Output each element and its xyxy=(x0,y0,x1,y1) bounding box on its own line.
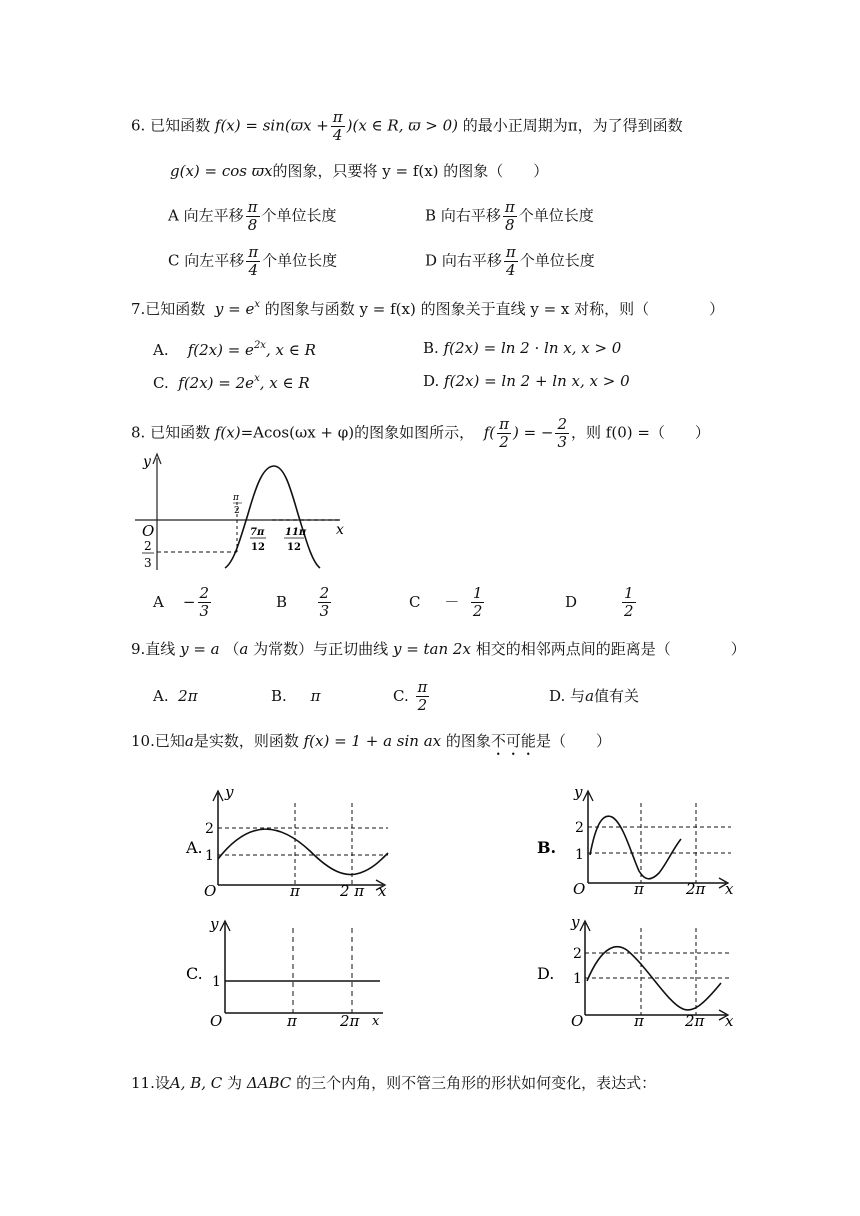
q11-stem-prefix: 11.设 xyxy=(131,1074,170,1092)
q6-option-c-label: C xyxy=(168,251,180,270)
q8-curve xyxy=(225,466,320,568)
q8-func: f(x) xyxy=(214,423,241,442)
q8-option-b[interactable] xyxy=(276,586,333,619)
q8-option-d-label: D xyxy=(565,593,578,611)
q7-exp-func: y = e xyxy=(214,300,255,318)
q8-tick2-den: 12 xyxy=(287,542,301,553)
q8-option-c-frac: $\frac{1}{2}$ xyxy=(472,584,483,620)
q10-graph-a xyxy=(180,783,395,898)
q8-tick-top-den: 2 xyxy=(234,506,240,516)
q6-option-b-label: B xyxy=(425,206,437,225)
q10-graph-b-2pi: 2π xyxy=(686,880,706,898)
q9-stem-prefix: 9.直线 xyxy=(131,640,176,658)
q9-option-c[interactable] xyxy=(393,680,431,713)
q7-option-c-sup: x xyxy=(254,373,260,384)
q8-graph xyxy=(130,450,360,575)
q10-graph-b-origin: O xyxy=(573,880,586,898)
q9-stem xyxy=(131,642,746,657)
q6-option-b-pre: 向右平移 xyxy=(440,206,501,225)
q10-graph-a-origin: O xyxy=(204,882,217,898)
q10-graph-a-2pi: 2 π xyxy=(340,882,365,898)
q6-option-d-label: D xyxy=(425,251,438,270)
q9-option-d-a: a xyxy=(585,687,595,705)
q6-frac-pi-over-4: $\frac{\pi}{4}$ xyxy=(332,108,343,144)
q10-emphasis: 不可能 xyxy=(490,732,536,750)
q6-option-a-post: 个单位长度 xyxy=(261,206,337,225)
q9-option-d-post: 值有关 xyxy=(594,687,640,705)
q7-option-d[interactable] xyxy=(423,374,630,389)
q10-stem xyxy=(131,732,611,759)
q8-option-b-frac: $\frac{2}{3}$ xyxy=(319,584,330,620)
q6-stem-line2 xyxy=(170,164,548,179)
q10-stem-post: 是（ ） xyxy=(535,732,611,750)
q8-val-frac: $\frac{2}{3}$ xyxy=(557,415,568,451)
q6-option-c[interactable] xyxy=(168,245,337,278)
q8-option-c[interactable] xyxy=(409,586,486,619)
q8-origin: O xyxy=(142,522,155,540)
q10-graph-c-tick1: 1 xyxy=(212,974,221,990)
q11-stem-post: 的三个内角，则不管三角形的形状如何变化，表达式： xyxy=(296,1074,657,1092)
q6-option-a-label: A xyxy=(168,206,179,225)
q7-option-a[interactable] xyxy=(153,341,316,358)
q9-option-c-label: C. xyxy=(393,687,409,705)
q7-option-c-post: , x ∈ R xyxy=(259,374,310,392)
q9-paren: （ xyxy=(224,640,240,658)
q9-stem-mid: 为常数）与正切曲线 xyxy=(253,640,389,658)
q8-option-a[interactable] xyxy=(153,586,213,619)
q10-graph-b-tick1: 1 xyxy=(575,847,584,863)
q11-stem xyxy=(131,1076,656,1091)
q10-graph-b-tick2: 2 xyxy=(575,820,584,836)
q11-stem-mid: 为 xyxy=(227,1074,243,1092)
q7-option-c-label: C. xyxy=(153,374,169,392)
q8-f-open: f( xyxy=(483,423,496,442)
q10-func: f(x) = 1 + a sin ax xyxy=(303,732,442,750)
q10-graph-c-label: C. xyxy=(186,964,203,983)
q6-option-b[interactable] xyxy=(425,200,594,233)
q7-option-a-label: A. xyxy=(153,341,169,359)
q10-graph-d-label: D. xyxy=(537,964,555,983)
q10-graph-a-tick2: 2 xyxy=(205,821,214,837)
q10-graph-d-pi: π xyxy=(634,1012,644,1030)
q8-option-d-frac: $\frac{1}{2}$ xyxy=(623,584,634,620)
q10-graph-c-2pi: 2π xyxy=(340,1012,360,1030)
q11-abc: A, B, C xyxy=(169,1074,223,1092)
q8-tick1-den: 12 xyxy=(251,542,265,553)
q8-y-tick-den: 3 xyxy=(144,556,152,570)
q8-option-a-sign: − xyxy=(182,593,196,611)
q11-triangle: ΔABC xyxy=(246,1074,292,1092)
q6-option-c-post: 个单位长度 xyxy=(262,251,338,270)
q10-graph-a-tick1: 1 xyxy=(205,848,214,864)
q7-stem-prefix: 7.已知函数 xyxy=(131,300,206,318)
q7-option-b[interactable] xyxy=(423,341,621,356)
q10-graph-d-2pi: 2π xyxy=(685,1012,705,1030)
q8-tick2-num: 11π xyxy=(285,527,307,538)
q10-a: a xyxy=(184,732,194,750)
q6-option-b-frac: $\frac{\pi}{8}$ xyxy=(504,198,515,234)
q6-option-b-post: 个单位长度 xyxy=(518,206,594,225)
q7-option-d-expr: f(2x) = ln 2 + ln x, x > 0 xyxy=(444,372,630,390)
q10-graph-c xyxy=(180,913,395,1033)
q10-graph-a-label: A. xyxy=(186,838,203,857)
q7-exp-sup: x xyxy=(254,299,260,310)
q7-option-d-label: D. xyxy=(423,372,440,390)
q10-graph-d-x: x xyxy=(725,1012,734,1030)
q8-y-label: y xyxy=(143,454,151,470)
q8-arg-frac: $\frac{\pi}{2}$ xyxy=(499,415,509,451)
q7-option-a-pre: f(2x) = e xyxy=(187,341,254,359)
q10-graph-c-pi: π xyxy=(287,1012,297,1030)
q8-option-a-label: A xyxy=(153,593,164,611)
q10-graph-a-pi: π xyxy=(290,882,300,898)
q8-option-b-label: B xyxy=(276,593,288,611)
q10-graph-a-x: x xyxy=(378,882,387,898)
q6-option-d-post: 个单位长度 xyxy=(519,251,595,270)
q9-option-b[interactable] xyxy=(271,689,321,704)
q6-func-cond: )(x ∈ R, ϖ > 0) xyxy=(346,116,458,135)
q9-option-d-pre: 与 xyxy=(570,687,586,705)
q10-graph-c-origin: O xyxy=(210,1012,223,1030)
q7-option-a-sup: 2x xyxy=(253,340,266,351)
q10-graph-d xyxy=(533,913,738,1033)
q6-option-d[interactable] xyxy=(425,245,595,278)
q9-option-a-value: 2π xyxy=(178,687,198,705)
q6-option-d-frac: $\frac{\pi}{4}$ xyxy=(505,243,516,279)
q7-stem-post: 的图象与函数 y = f(x) 的图象关于直线 y = x 对称，则（ ） xyxy=(264,300,725,318)
q7-option-b-label: B. xyxy=(423,339,439,357)
q9-line-eq: y = a xyxy=(180,640,220,658)
q10-stem-prefix: 10.已知 xyxy=(131,732,185,750)
q6-func-name: f xyxy=(214,116,221,135)
q10-graph-b xyxy=(533,783,738,898)
q10-graph-d-origin: O xyxy=(571,1012,584,1030)
q6-option-a-pre: 向左平移 xyxy=(183,206,244,225)
q6-option-a[interactable] xyxy=(168,200,337,233)
q9-stem-post: 相交的相邻两点间的距离是（ ） xyxy=(475,640,746,658)
q6-option-c-pre: 向左平移 xyxy=(184,251,245,270)
q10-graph-b-pi: π xyxy=(634,880,644,898)
q6-number: 6. xyxy=(131,116,146,135)
q8-option-c-label: C xyxy=(409,593,421,611)
q6-func-def: (x) = sin(ϖx + xyxy=(220,116,329,135)
q10-graph-a-y: y xyxy=(225,783,234,801)
q8-x-label: x xyxy=(336,522,344,538)
q6-stem-prefix: 已知函数 xyxy=(150,116,211,135)
q9-tan-eq: y = tan 2x xyxy=(392,640,471,658)
q8-y-tick-num: 2 xyxy=(144,539,152,553)
q10-graph-d-tick1: 1 xyxy=(573,971,582,987)
q6-option-c-frac: $\frac{\pi}{4}$ xyxy=(248,243,259,279)
q10-graph-b-x: x xyxy=(725,880,734,898)
q10-graph-d-y: y xyxy=(571,913,580,931)
q7-option-b-expr: f(2x) = ln 2 · ln x, x > 0 xyxy=(443,339,622,357)
q8-stem-prefix: 8. 已知函数 xyxy=(131,423,211,442)
q10-stem-mid: 是实数，则函数 xyxy=(193,732,299,750)
q8-option-a-frac: $\frac{2}{3}$ xyxy=(199,584,210,620)
q7-option-a-post: , x ∈ R xyxy=(265,341,316,359)
q9-option-b-label: B. xyxy=(271,687,287,705)
q7-stem xyxy=(131,300,724,317)
q8-stem-post: ，则 f(0) =（ ） xyxy=(571,423,710,442)
q9-a: a xyxy=(239,640,249,658)
q9-option-b-value: π xyxy=(310,687,321,705)
q6-stem-post: 的最小正周期为π，为了得到函数 xyxy=(462,116,683,135)
q8-eq: ) = − xyxy=(512,423,554,442)
q10-graph-c-y: y xyxy=(210,915,219,933)
q10-graph-c-x: x xyxy=(372,1014,380,1029)
q6-option-a-frac: $\frac{\pi}{8}$ xyxy=(247,198,258,234)
q9-option-c-frac: $\frac{\pi}{2}$ xyxy=(417,678,428,714)
q9-option-d[interactable] xyxy=(549,689,639,704)
q8-stem xyxy=(131,417,710,450)
q8-tick1-num: 7π xyxy=(250,527,265,538)
q6-stem2-post: 的图象，只要将 y = f(x) 的图象（ ） xyxy=(272,162,549,180)
q9-option-d-label: D. xyxy=(549,687,566,705)
q6-option-d-pre: 向右平移 xyxy=(441,251,502,270)
q10-graph-b-y: y xyxy=(574,783,583,801)
q6-target-func: g(x) = cos ϖx xyxy=(170,162,273,180)
q10-graph-d-tick2: 2 xyxy=(573,946,582,962)
q10-graph-b-label: B. xyxy=(537,838,557,857)
q7-option-c-pre: f(2x) = 2e xyxy=(178,374,255,392)
q8-stem-mid: =Acos(ωx + φ)的图象如图所示， xyxy=(240,423,475,442)
q10-stem-mid2: 的图象 xyxy=(445,732,491,750)
q8-option-d[interactable] xyxy=(565,586,638,619)
q9-option-a-label: A. xyxy=(153,687,169,705)
q8-tick-top-num: π xyxy=(233,493,239,503)
q9-option-a[interactable] xyxy=(153,689,198,704)
q8-option-c-sign: － xyxy=(444,593,460,611)
q7-option-c[interactable] xyxy=(153,374,310,391)
q6-stem-line1 xyxy=(131,110,683,143)
